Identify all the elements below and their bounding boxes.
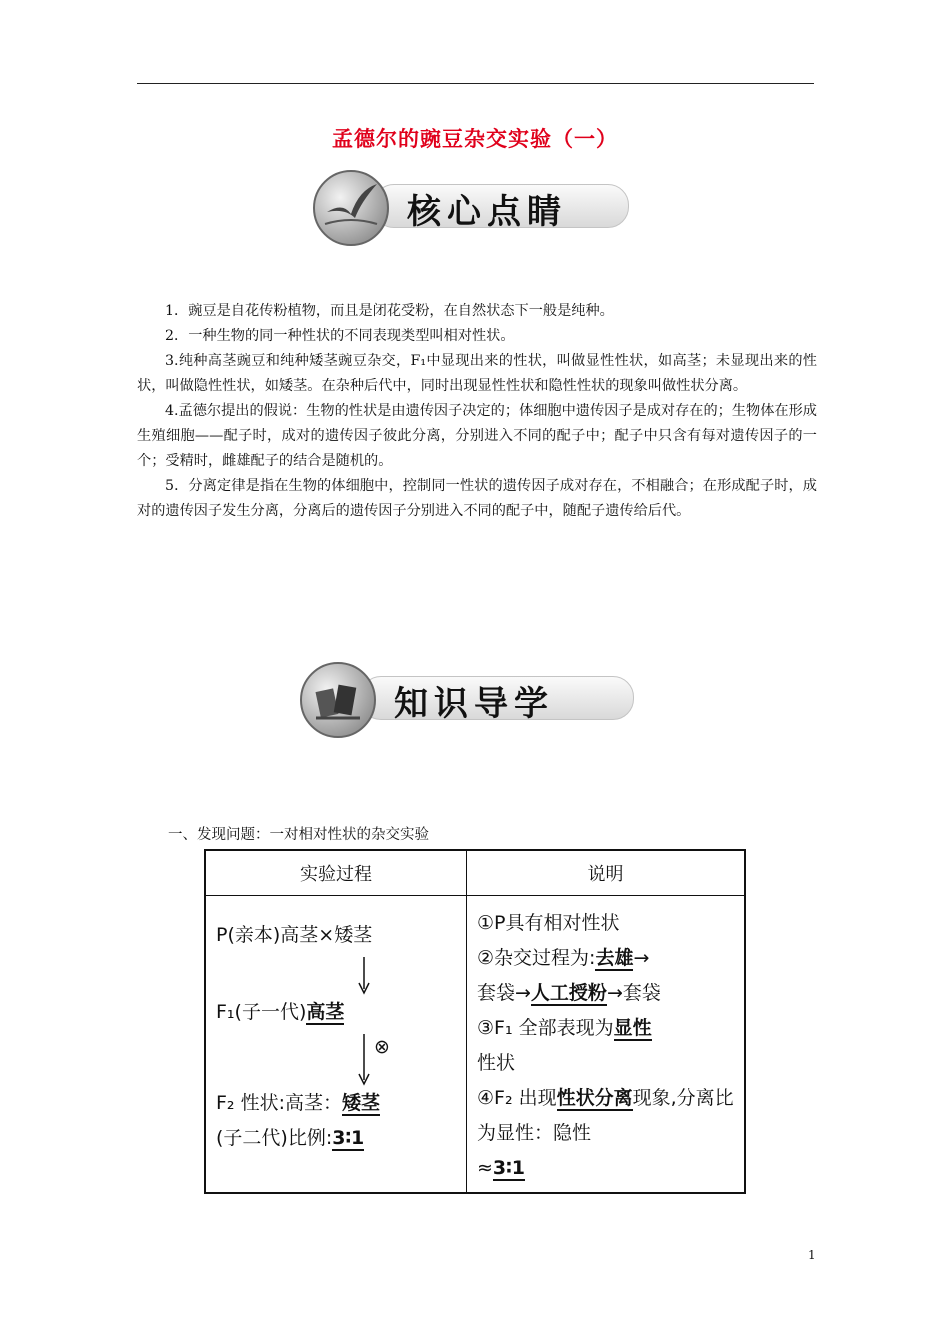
note-4: ④F₂ 出现性状分离现象,分离比为显性：隐性 ≈3∶1 [477, 1087, 734, 1179]
core-point: 1．豌豆是自花传粉植物，而且是闭花受粉，在自然状态下一般是纯种。 [165, 303, 614, 319]
note-3: ③F₁ 全部表现为显性 性状 [477, 1017, 652, 1074]
note-1: ①P具有相对性状 [477, 912, 620, 934]
core-point: 5．分离定律是指在生物的体细胞中，控制同一性状的遗传因子成对存在，不相融合；在形成配子时，成对的遗传因子发生分离，分离后的遗传因子分别进入不同的配子中，随配子遗传给后代。 [137, 478, 817, 519]
selfing-symbol: ⊗ [374, 1036, 390, 1058]
banner-label: 知识导学 [394, 684, 554, 724]
f1-line: F₁(子一代)高茎 [216, 1001, 345, 1023]
self-cross-arrow [216, 1030, 456, 1086]
notes-cell [467, 896, 746, 1194]
note-4-ratio: 3∶1 [492, 1157, 525, 1179]
books-icon [300, 662, 376, 738]
f2-answer: 矮茎 [342, 1092, 381, 1114]
core-point: 2．一种生物的同一种性状的不同表现类型叫相对性状。 [165, 328, 515, 344]
experiment-table [204, 849, 746, 1194]
header-rule [137, 83, 814, 84]
core-point: 3.纯种高茎豌豆和纯种矮茎豌豆杂交，F₁中显现出来的性状，叫做显性性状，如高茎；未显现出来的性状，叫做隐性性状，如矮茎。在杂种后代中，同时出现显性性状和隐性性状的现象叫做性状分离。 [137, 353, 817, 394]
section-heading: 一、发现问题：一对相对性状的杂交实验 [168, 827, 429, 843]
core-point: 4.孟德尔提出的假说：生物的性状是由遗传因子决定的；体细胞中遗传因子是成对存在的；生物体在形成生殖细胞——配子时，成对的遗传因子彼此分离，分别进入不同的配子中；配子中只含有每对遗传因子的一个；受精时，雌雄配子的结合是随机的。 [137, 403, 817, 469]
col-header-notes: 说明 [467, 850, 746, 896]
note-2-answer-2: 人工授粉 [530, 982, 607, 1004]
f1-answer: 高茎 [306, 1001, 345, 1023]
note-4-answer: 性状分离 [556, 1087, 633, 1109]
ratio-line: (子二代)比例:3∶1 [216, 1127, 365, 1149]
note-3-answer: 显性 [613, 1017, 652, 1039]
ratio-answer: 3∶1 [332, 1127, 365, 1149]
col-header-process: 实验过程 [205, 850, 467, 896]
process-cell [205, 896, 467, 1194]
banner-core-points [313, 170, 629, 242]
down-arrow-icon [216, 953, 456, 995]
f2-line: F₂ 性状:高茎：矮茎 [216, 1092, 381, 1114]
page-number: 1 [808, 1248, 816, 1262]
core-points [137, 299, 817, 524]
note-2: ②杂交过程为:去雄→ 套袋→人工授粉→套袋 [477, 947, 661, 1004]
banner-label: 核心点睛 [407, 192, 567, 232]
page-title: 孟德尔的豌豆杂交实验（一） [332, 126, 618, 151]
banner-knowledge-guide [300, 662, 634, 734]
seagull-icon [313, 170, 389, 246]
note-2-answer-1: 去雄 [595, 947, 634, 969]
p-line: P(亲本)高茎×矮茎 [216, 924, 373, 946]
